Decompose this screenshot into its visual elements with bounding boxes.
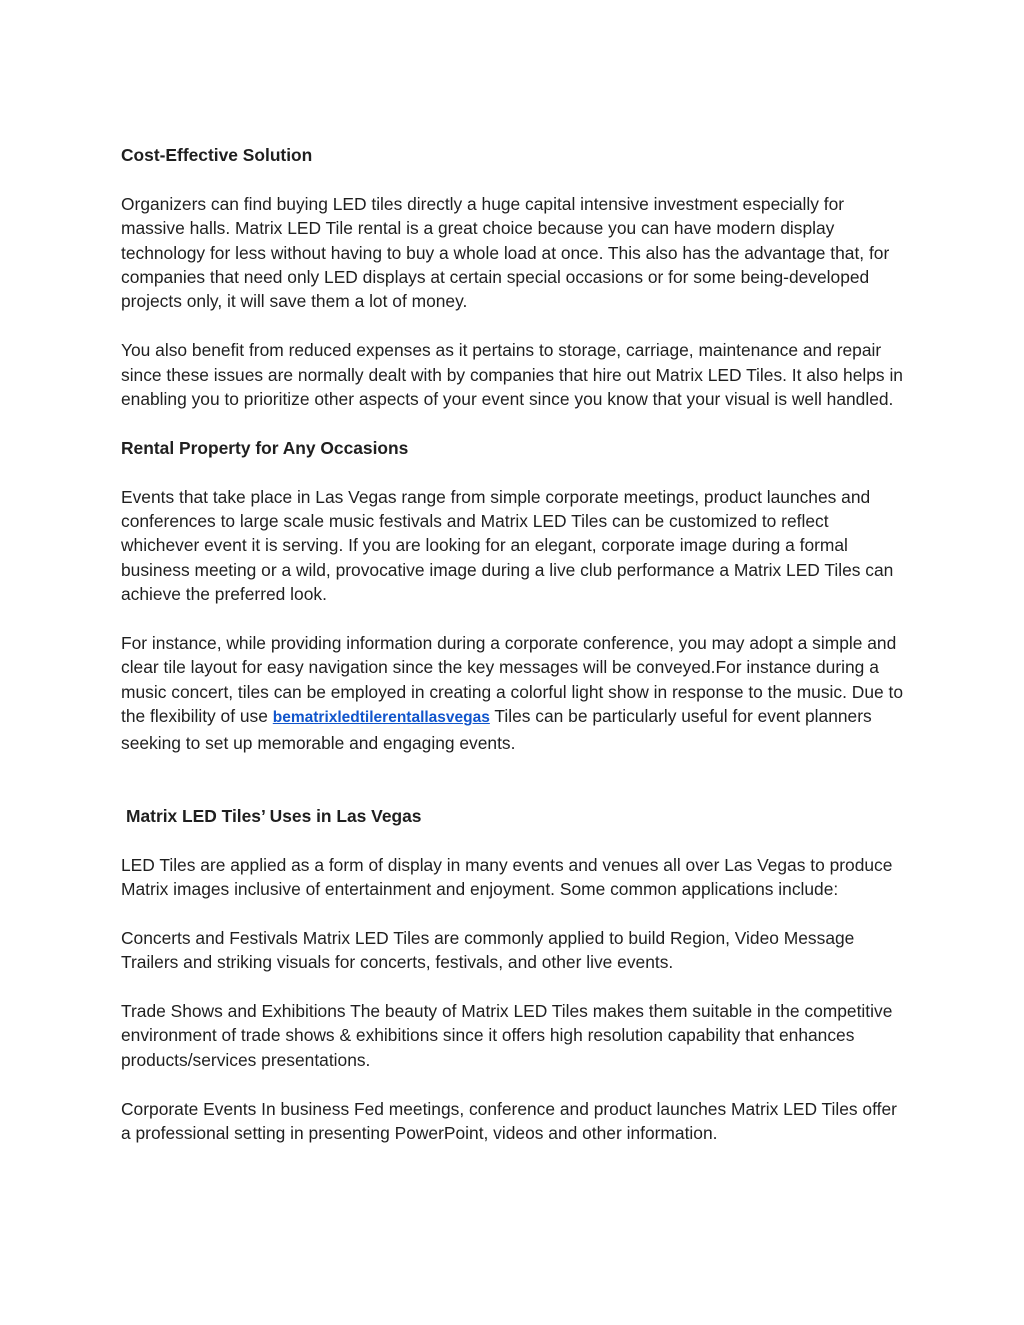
spacer: [121, 411, 906, 435]
paragraph-concerts-festivals: Concerts and Festivals Matrix LED Tiles are commonly applied to build Region, Video Message Trailers and striking visuals for concerts, festivals, and other live events.: [121, 927, 855, 973]
spacer: [121, 607, 906, 631]
heading-matrix-led-tiles-uses: Matrix LED Tiles’ Uses in Las Vegas: [126, 805, 422, 826]
paragraph-events-las-vegas: Events that take place in Las Vegas range from simple corporate meetings, product launches and conferences to large scale music festivals and Matrix LED Tiles can be customized to reflect whichever event it is serving. If you are looking for an elegant, corporate image during a formal business meeting or a wild, provocative image during a live club performance a Matrix LED Tiles can achieve the preferred look.: [121, 486, 894, 605]
paragraph-reduced-expenses: You also benefit from reduced expenses as it pertains to storage, carriage, maintenance and repair since these issues are normally dealt with by companies that hire out Matrix LED Tiles. It also helps in enabling you to prioritize other aspects of your event since you know that your visual is well handled.: [121, 340, 903, 410]
heading-rental-property: Rental Property for Any Occasions: [121, 437, 409, 458]
spacer: [121, 314, 906, 338]
spacer: [121, 755, 906, 804]
paragraph-for-instance: [121, 631, 906, 755]
spacer: [121, 167, 906, 191]
bematrix-link[interactable]: bematrixledtilerentallasvegas: [272, 709, 490, 727]
spacer: [121, 975, 906, 999]
paragraph-for-instance-text-after: Tiles can be particularly useful for event planners seeking to set up memorable and engaging events.: [121, 706, 872, 753]
spacer: [121, 901, 906, 925]
spacer: [121, 828, 906, 852]
paragraph-corporate-events: Corporate Events In business Fed meetings, conference and product launches Matrix LED Tiles offer a professional setting in presenting PowerPoint, videos and other information.: [121, 1098, 897, 1144]
paragraph-led-tiles-applied: LED Tiles are applied as a form of display in many events and venues all over Las Vegas to produce Matrix images inclusive of entertainment and enjoyment. Some common applications include:: [121, 854, 893, 900]
spacer: [121, 460, 906, 484]
paragraph-organizers: Organizers can find buying LED tiles directly a huge capital intensive investment especially for massive halls. Matrix LED Tile rental is a great choice because you can have modern display technology for less without having to buy a whole load at once. This also has the advantage that, for companies that need only LED displays at certain special occasions or for some being-developed projects only, it will save them a lot of money.: [121, 193, 890, 312]
paragraph-trade-shows: Trade Shows and Exhibitions The beauty of Matrix LED Tiles makes them suitable in the competitive environment of trade shows & exhibitions since it offers high resolution capability that enhances products/services presentations.: [121, 1001, 893, 1070]
heading-cost-effective-solution: Cost-Effective Solution: [121, 145, 313, 165]
spacer: [121, 1072, 906, 1096]
document-page: [121, 143, 906, 1146]
paragraph-for-instance-text-before: For instance, while providing information during a corporate conference, you may adopt a simple and clear tile layout for easy navigation since the key messages will be conveyed.For instance during a music concert, tiles can be employed in creating a colorful light show in response to the music. Due to the flexibility of use: [121, 633, 904, 727]
